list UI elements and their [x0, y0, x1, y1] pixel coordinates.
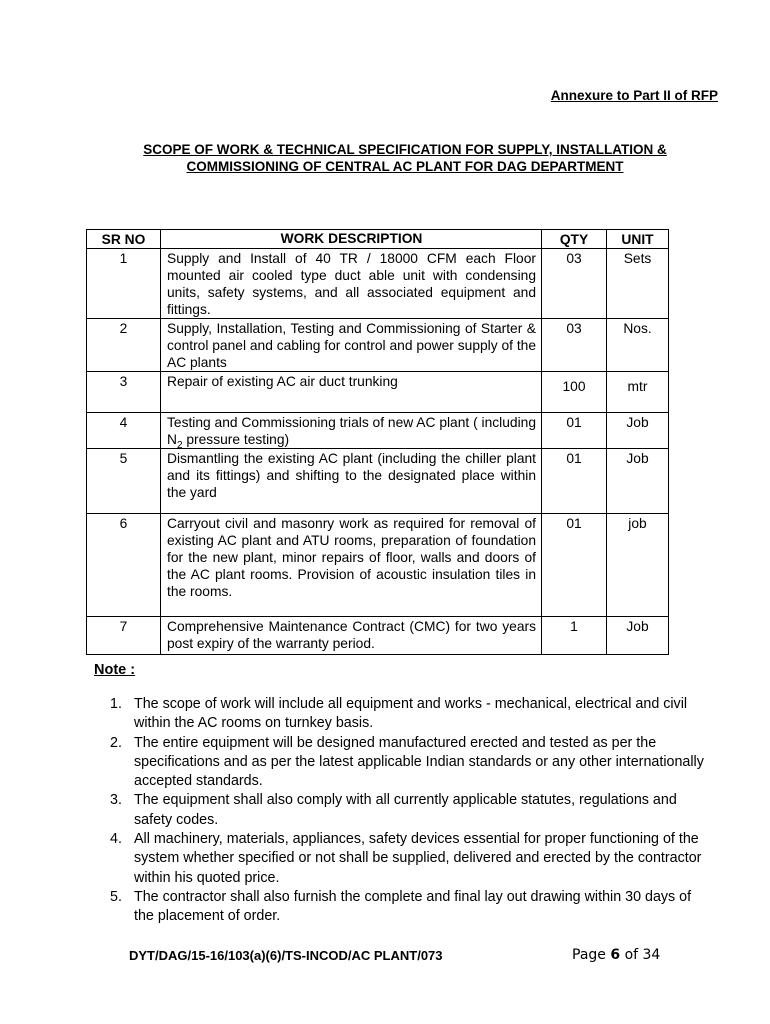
cell-qty: 1 [542, 617, 607, 655]
table-row [87, 319, 669, 372]
page-number [572, 947, 660, 963]
table-row [87, 413, 669, 449]
cell-unit: mtr [607, 372, 669, 413]
title-line-1: SCOPE OF WORK & TECHNICAL SPECIFICATION FOR SUPPLY, INSTALLATION & [143, 142, 667, 157]
cell-qty: 01 [542, 449, 607, 514]
cell-sr: 2 [87, 319, 161, 372]
list-item [110, 830, 710, 888]
cell-qty: 03 [542, 249, 607, 319]
cell-sr: 3 [87, 372, 161, 413]
annexure-label: Annexure to Part II of RFP [550, 88, 718, 103]
list-number: 2. [110, 734, 122, 751]
list-text: The entire equipment will be designed manufactured erected and tested as per the specifications and as per the latest applicable Indian standards or any other internationally accepted standards. [134, 734, 704, 790]
col-header-qty: QTY [542, 230, 607, 249]
cell-qty: 03 [542, 319, 607, 372]
list-number: 3. [110, 792, 122, 809]
page-current: 6 [610, 947, 621, 963]
list-number: 4. [110, 831, 122, 848]
document-reference: DYT/DAG/15-16/103(a)(6)/TS-INCOD/AC PLANT/073 [129, 948, 443, 963]
table-row [87, 449, 669, 514]
cell-desc: Supply and Install of 40 TR / 18000 CFM each Floor mounted air cooled type duct able unit with condensing units, safety systems, and all associated equipment and fittings. [161, 249, 542, 319]
cell-desc: Supply, Installation, Testing and Commissioning of Starter & control panel and cabling for control and power supply of the AC plants [161, 319, 542, 372]
desc-part-a: Testing and Commissioning trials of new AC plant ( including N [167, 415, 536, 447]
list-text: The contractor shall also furnish the complete and final lay out drawing within 30 days of the placement of order. [134, 888, 692, 925]
cell-sr: 4 [87, 413, 161, 449]
cell-desc: Comprehensive Maintenance Contract (CMC) for two years post expiry of the warranty period. [161, 617, 542, 655]
cell-qty: 01 [542, 514, 607, 617]
cell-sr: 6 [87, 514, 161, 617]
page-word: Page [572, 947, 606, 963]
cell-unit: job [607, 514, 669, 617]
subscript-2: 2 [176, 439, 183, 451]
cell-unit: Job [607, 449, 669, 514]
list-text: The scope of work will include all equipment and works - mechanical, electrical and civil within the AC rooms on turnkey basis. [134, 696, 688, 732]
table-row [87, 372, 669, 413]
col-header-work-description: WORK DESCRIPTION [161, 230, 542, 249]
document-title [60, 141, 750, 175]
page-total: 34 [642, 947, 661, 963]
table-header-row [87, 230, 669, 249]
table-row [87, 514, 669, 617]
col-header-unit: UNIT [607, 230, 669, 249]
cell-qty: 01 [542, 413, 607, 449]
cell-desc: Carryout civil and masonry work as required for removal of existing AC plant and ATU rooms, preparation of foundation for the new plant, minor repairs of floor, walls and doors of the AC plant rooms. Provision of acoustic insulation tiles in the rooms. [161, 514, 542, 617]
list-number: 1. [110, 696, 122, 712]
cell-unit: Nos. [607, 319, 669, 372]
cell-desc: Dismantling the existing AC plant (including the chiller plant and its fittings) and shifting to the designated place within the yard [161, 449, 542, 514]
table-row [87, 617, 669, 655]
page-of: of [624, 947, 639, 963]
table-row [87, 249, 669, 319]
cell-sr: 7 [87, 617, 161, 655]
cell-unit: Sets [607, 249, 669, 319]
cell-sr: 5 [87, 449, 161, 514]
list-text: All machinery, materials, appliances, safety devices essential for proper functioning of the system whether specified or not shall be supplied, delivered and erected by the contractor within his quoted price. [134, 831, 702, 886]
scope-table [86, 229, 669, 655]
list-item [110, 888, 710, 927]
cell-sr: 1 [87, 249, 161, 319]
list-text: The equipment shall also comply with all currently applicable statutes, regulations and safety codes. [134, 792, 677, 828]
cell-desc: Repair of existing AC air duct trunking [161, 372, 542, 413]
col-header-sr-no: SR NO [87, 230, 161, 249]
note-heading: Note : [94, 662, 136, 678]
list-item [110, 791, 710, 830]
list-item [110, 734, 710, 792]
notes-list [110, 695, 710, 927]
title-line-2: COMMISSIONING OF CENTRAL AC PLANT FOR DAG DEPARTMENT [186, 159, 624, 174]
desc-part-b: pressure testing) [182, 432, 290, 447]
cell-qty: 100 [542, 372, 607, 413]
list-item [110, 695, 710, 734]
cell-unit: Job [607, 413, 669, 449]
cell-unit: Job [607, 617, 669, 655]
list-number: 5. [110, 888, 122, 905]
cell-desc [161, 413, 542, 449]
